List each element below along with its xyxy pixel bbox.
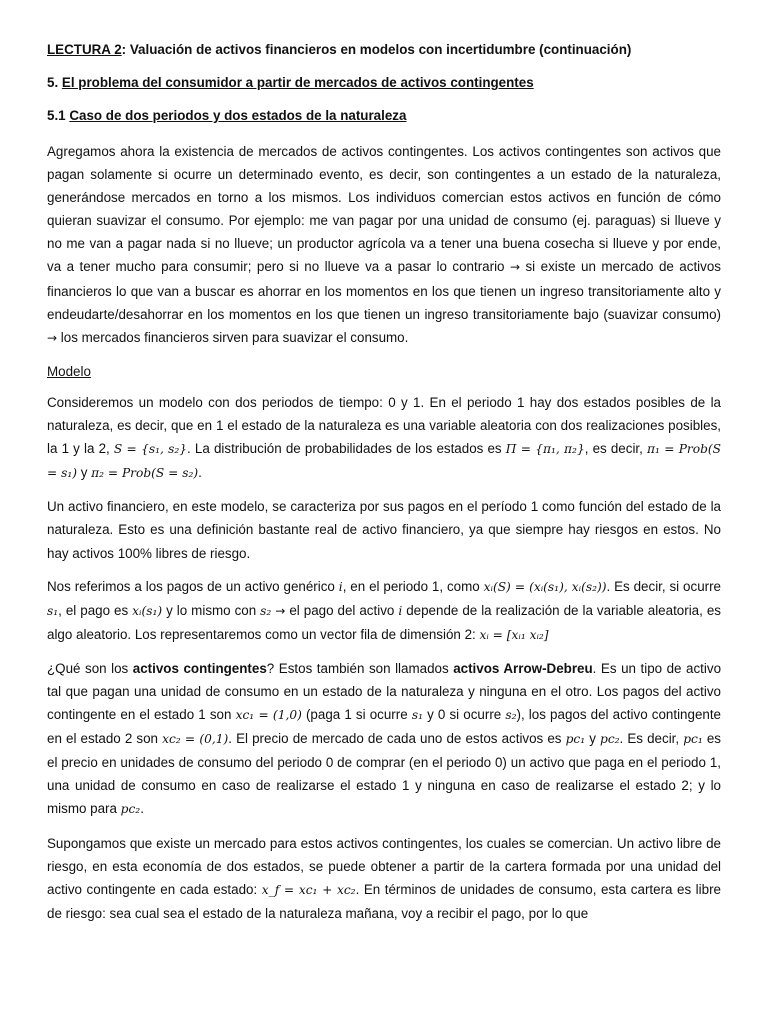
lecture-title [47, 40, 721, 60]
lecture-label: LECTURA 2 [47, 42, 122, 57]
math-pc2: pc₂ [120, 802, 141, 817]
math-i: i [338, 579, 343, 594]
paragraph-generic-asset [47, 575, 721, 647]
text-run: . [198, 465, 202, 481]
section-5-1-title: Caso de dos periodos y dos estados de la naturaleza [69, 108, 407, 123]
math-pi2: π₂ = Prob(S = s₂) [91, 466, 199, 481]
text-run: el pago del activo [285, 602, 399, 618]
text-run: y [76, 465, 92, 481]
paragraph-model [47, 391, 721, 485]
math-probabilities: Π = {π₁, π₂} [505, 442, 585, 457]
section-5-title: El problema del consumidor a partir de mercados de activos contingentes [61, 75, 534, 90]
section-5-1-heading [47, 106, 721, 126]
text-run: ), los pagos del activo contingente en el estado 2 son [47, 707, 722, 747]
math-pi1: π₁ = Prob(S = s₁) [47, 442, 721, 481]
text-run: . El precio de mercado de cada uno de estos activos es [228, 731, 566, 747]
math-xf: x_f = xc₁ + xc₂ [261, 882, 356, 897]
paragraph-risk-free-asset [47, 832, 721, 925]
math-xi-s1: xᵢ(s₁) [132, 603, 163, 618]
text-run: Agregamos ahora la existencia de mercados de activos contingentes. Los activos contingentes son activos que pagan solamente si ocurre un determinado evento, es decir, son contingentes a un estado de la naturaleza, generándose mercados en torno a los mismos. Los individuos comercian estos activos en función de cómo quieran suavizar el consumo. Por ejemplo: me van pagar por una unidad de consumo (ej. paraguas) si llueve y no me van a pagar nada si no llueve; un productor agrícola va a tener una buena cosecha si llueve y por ende, va a tener mucho para consumir; pero si no llueve va a pasar lo contrario [47, 144, 721, 275]
modelo-heading [47, 360, 721, 383]
text-run: . [140, 801, 144, 817]
section-5-number: 5. [47, 75, 62, 90]
text-run: y lo mismo con [162, 602, 261, 618]
bold-term: activos contingentes [132, 660, 267, 676]
lecture-title-text: : Valuación de activos financieros en modelos con incertidumbre (continuación) [121, 42, 632, 57]
modelo-heading-text: Modelo [47, 363, 91, 379]
text-run: depende de la realización de la variable aleatoria, es algo aleatorio. Los representaremos como un vector fila de dimensión 2: [47, 602, 721, 642]
math-s2: s₂ [260, 603, 272, 618]
paragraph-contingent-markets [47, 140, 721, 350]
text-run: ¿Qué son los [47, 660, 133, 676]
arrow-icon: → [275, 603, 286, 618]
math-xc1: xc₁ = (1,0) [235, 708, 302, 723]
section-5-heading [47, 73, 721, 93]
math-pc2: pc₂ [600, 732, 620, 747]
text-run: . La distribución de probabilidades de los estados es [187, 441, 506, 457]
text-run: Consideremos un modelo con dos periodos de tiempo: 0 y 1. En el periodo 1 hay dos estados posibles de la naturaleza, es decir, que en 1 el estado de la naturaleza es una variable aleatoria con dos realizaciones posibles, la 1 y la 2, [47, 394, 721, 457]
math-s2: s₂ [505, 708, 517, 723]
text-run: , el pago es [58, 602, 133, 618]
text-run: , es decir, [584, 441, 648, 457]
text-run: Supongamos que existe un mercado para estos activos contingentes, los cuales se comercian. Un activo libre de riesgo, en esta economía de dos estados, se puede obtener a partir de la cartera formada por una unidad del activo contingente en cada estado: [47, 835, 721, 897]
text-run: . Es decir, [619, 731, 684, 747]
text-run: si existe un mercado de activos financieros lo que van a buscar es ahorrar en los momentos en los que tienen un ingreso transitoriamente alto y endeudarte/desahorrar en los momentos en los que tienen un ingreso transitoriamente bajo (suavizar consumo) [47, 259, 721, 322]
text-run: ? Estos también son llamados [266, 660, 454, 676]
text-run: (paga 1 si ocurre [301, 707, 412, 723]
math-states: S = {s₁, s₂} [113, 442, 188, 457]
math-pc1: pc₁ [565, 732, 586, 747]
text-run: . Es un tipo de activo tal que pagan una unidad de consumo en un estado de la naturaleza y ninguna en el otro. Los pagos del activo contingente en el estado 1 son [47, 660, 722, 723]
text-run: es el precio en unidades de consumo del periodo 0 de comprar (en el periodo 0) un activo que paga en el periodo 1, una unidad de consumo en caso de realizarse el estado 1 y ninguna en caso de realizarse el estado 2; y lo mismo para [47, 731, 721, 817]
text-run: los mercados financieros sirven para suavizar el consumo. [57, 329, 409, 345]
bold-term: activos Arrow-Debreu [453, 660, 593, 676]
math-payoff: xᵢ(S) = (xᵢ(s₁), xᵢ(s₂)) [483, 579, 607, 594]
paragraph-arrow-debreu [47, 657, 721, 822]
math-s1: s₁ [411, 708, 423, 723]
paragraph-financial-asset: Un activo financiero, en este modelo, se caracteriza por sus pagos en el período 1 como función del estado de la naturaleza. Esto es una definición bastante real de activo financiero, ya que siempre hay riesgos en estos. No hay activos 100% libres de riesgo. [47, 499, 721, 561]
text-run: y [585, 731, 601, 747]
math-row-vector: xᵢ = [xᵢ₁ xᵢ₂] [479, 627, 549, 642]
math-xc2: xc₂ = (0,1) [162, 732, 229, 747]
math-pc1: pc₁ [683, 732, 703, 747]
arrow-icon: → [509, 260, 521, 275]
text-run: . Es decir, si ocurre [606, 578, 722, 594]
arrow-icon: → [47, 330, 58, 345]
section-5-1-number: 5.1 [47, 108, 70, 123]
text-run: , en el periodo 1, como [342, 578, 484, 594]
text-run: . En términos de unidades de consumo, esta cartera es libre de riesgo: sea cual sea el estado de la naturaleza mañana, voy a recibir el pago, por lo que [47, 881, 721, 921]
text-run: y 0 si ocurre [422, 707, 506, 723]
math-i: i [398, 603, 403, 618]
text-run: Nos referimos a los pagos de un activo genérico [47, 578, 339, 594]
math-s1: s₁ [47, 603, 59, 618]
